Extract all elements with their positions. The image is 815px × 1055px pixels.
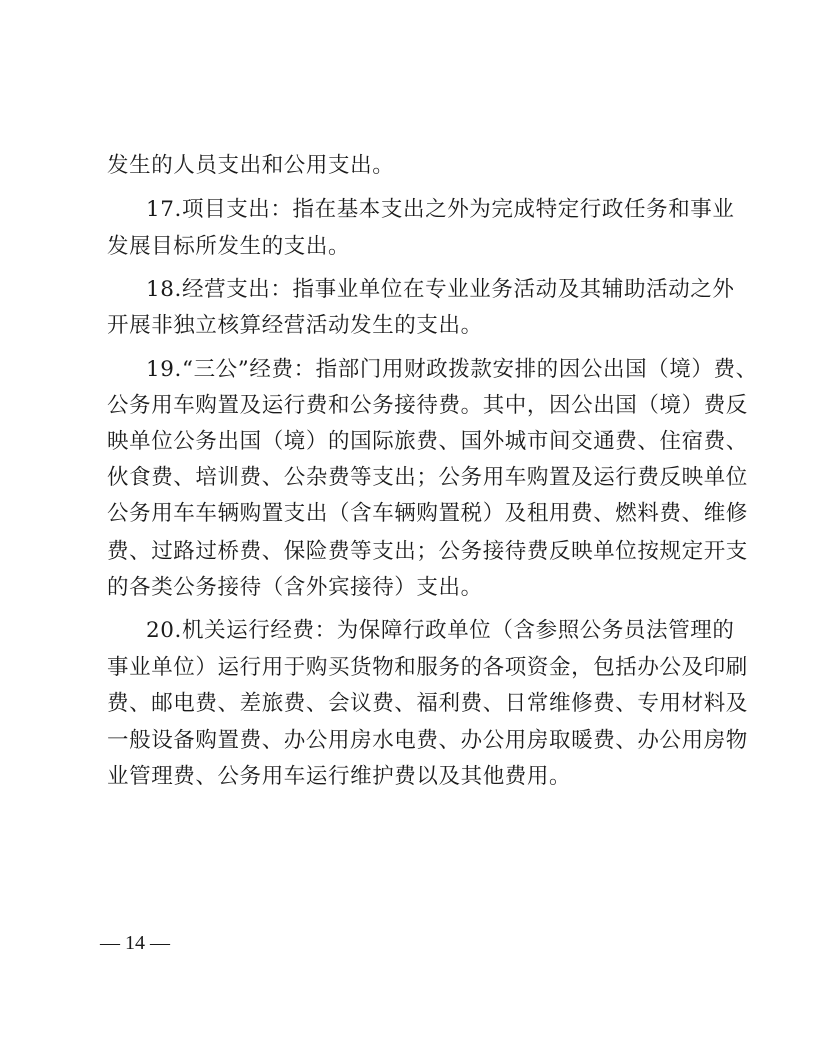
text-line: 开展非独立核算经营活动发生的支出。	[107, 313, 483, 338]
text-line: 的各类公务接待（含外宾接待）支出。	[107, 575, 483, 600]
text-line: 事业单位）运行用于购买货物和服务的各项资金，包括办公及印刷	[107, 655, 748, 680]
text-line: 发生的人员支出和公用支出。	[107, 153, 395, 178]
text-line: 20.机关运行经费：为保障行政单位（含参照公务员法管理的	[146, 618, 735, 643]
text-line: 映单位公务出国（境）的国际旅费、国外城市间交通费、住宿费、	[107, 429, 748, 454]
text-line: 费、邮电费、差旅费、会议费、福利费、日常维修费、专用材料及	[107, 691, 748, 716]
text-line: 费、过路过桥费、保险费等支出；公务接待费反映单位按规定开支	[107, 539, 748, 564]
text-line: 公务用车车辆购置支出（含车辆购置税）及租用费、燃料费、维修	[107, 501, 748, 526]
text-line: 19.“三公”经费：指部门用财政拨款安排的因公出国（境）费、	[146, 357, 758, 382]
page-number: — 14 —	[100, 932, 170, 954]
text-line: 伙食费、培训费、公杂费等支出；公务用车购置及运行费反映单位	[107, 465, 748, 490]
text-line: 17.项目支出：指在基本支出之外为完成特定行政任务和事业	[146, 197, 735, 222]
text-line: 一般设备购置费、办公用房水电费、办公用房取暖费、办公用房物	[107, 728, 748, 753]
text-line: 公务用车购置及运行费和公务接待费。其中，因公出国（境）费反	[107, 393, 748, 418]
text-line: 18.经营支出：指事业单位在专业业务活动及其辅助活动之外	[146, 277, 735, 302]
text-line: 业管理费、公务用车运行维护费以及其他费用。	[107, 764, 572, 789]
text-line: 发展目标所发生的支出。	[107, 234, 351, 259]
